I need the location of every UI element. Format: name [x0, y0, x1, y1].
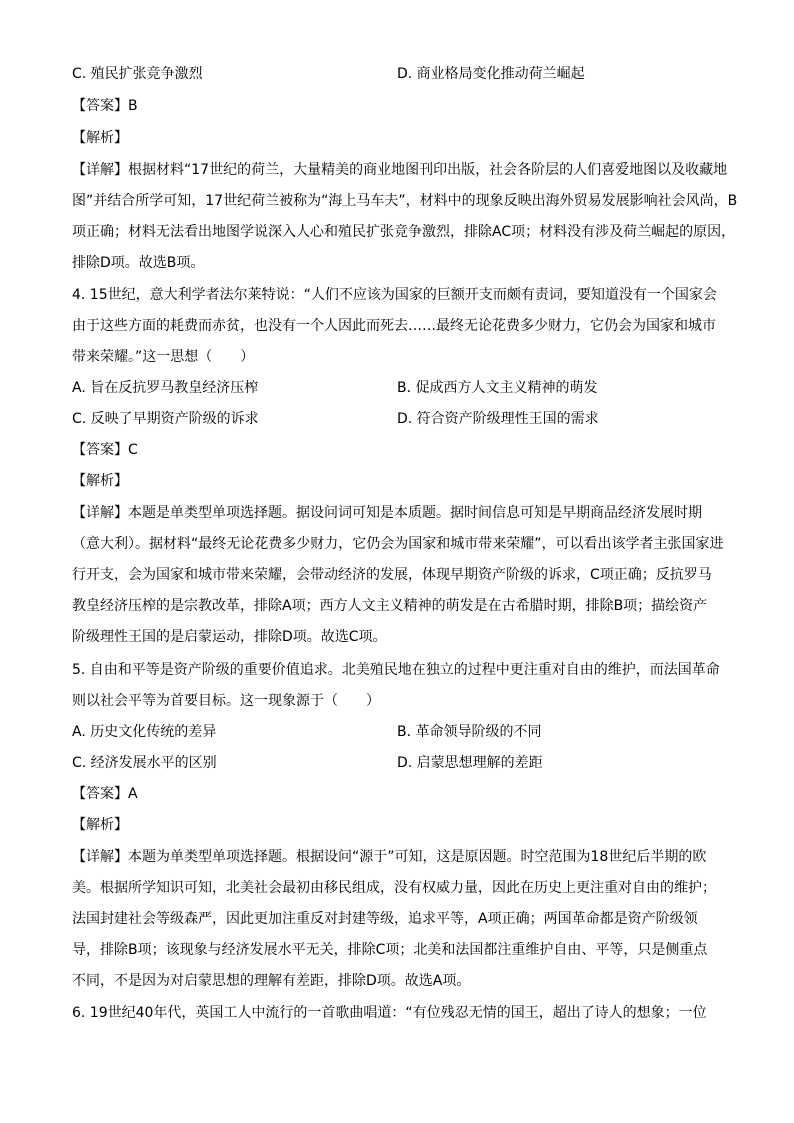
prev-analysis-label: 【解析】	[72, 130, 128, 146]
q4-detail-line: 阶级理性王国的是启蒙运动，排除D项。故选C项。	[72, 629, 387, 645]
q5-detail-line: 美。根据所学知识可知，北美社会最初由移民组成，没有权威力量，因此在历史上更注重对自由的维护；	[72, 880, 716, 896]
q4-analysis-label: 【解析】	[72, 473, 128, 489]
q4-stem-line: 由于这些方面的耗费而赤贫，也没有一个人因此而死去……最终无论花费多少财力，它仍会为国家和城市	[72, 318, 716, 334]
q4-stem-line: 4. 15世纪，意大利学者法尔莱特说：“人们不应该为国家的巨额开支而颇有责词，要知道没有一个国家会	[72, 287, 717, 303]
q5-option-b: B. 革命领导阶级的不同	[397, 724, 542, 740]
q4-option-c: C. 反映了早期资产阶级的诉求	[72, 411, 259, 427]
q5-option-a: A. 历史文化传统的差异	[72, 724, 217, 740]
q5-detail-line: 导，排除B项；该现象与经济发展水平无关，排除C项；北美和法国都注重维护自由、平等，只是侧重点	[72, 942, 708, 958]
prev-detail-line: 排除D项。故选B项。	[72, 255, 205, 271]
q5-detail-line: 【详解】本题为单类型单项选择题。根据设问“源于”可知，这是原因题。时空范围为18世纪后半期的欧	[72, 849, 707, 865]
q5-detail-line: 法国封建社会等级森严，因此更加注重反对封建等级，追求平等，A项正确；两国革命都是资产阶级领	[72, 911, 698, 927]
q5-detail-line: 不同，不是因为对启蒙思想的理解有差距，排除D项。故选A项。	[72, 973, 471, 989]
q4-option-a: A. 旨在反抗罗马教皇经济压榨	[72, 380, 259, 396]
q5-option-c: C. 经济发展水平的区别	[72, 755, 217, 771]
prev-option-d: D. 商业格局变化推动荷兰崛起	[397, 66, 585, 82]
q5-stem-line: 则以社会平等为首要目标。这一现象源于（ ）	[72, 693, 380, 709]
q4-answer: 【答案】C	[72, 442, 138, 458]
prev-detail	[72, 160, 738, 284]
q5-stem	[72, 660, 732, 722]
q6-stem	[72, 1003, 732, 1034]
q5-stem-line: 5. 自由和平等是资产阶级的重要价值追求。北美殖民地在独立的过程中更注重对自由的维护，而法国革命	[72, 662, 720, 678]
q5-option-d: D. 启蒙思想理解的差距	[397, 755, 543, 771]
q4-detail-line: （意大利）。据材料“最终无论花费多少财力，它仍会为国家和城市带来荣耀”，可以看出该学者主张国家进	[72, 536, 724, 552]
q4-option-d: D. 符合资产阶级理性王国的需求	[397, 411, 599, 427]
q5-detail	[72, 847, 732, 1002]
q4-stem	[72, 285, 732, 378]
prev-detail-line: 项正确；材料无法看出地图学说深入人心和殖民扩张竞争激烈，排除AC项；材料没有涉及荷兰崛起的原因，	[72, 224, 736, 240]
q4-option-b: B. 促成西方人文主义精神的萌发	[397, 380, 598, 396]
q4-detail-line: 行开支，会为国家和城市带来荣耀，会带动经济的发展，体现早期资产阶级的诉求，C项正确；反抗罗马	[72, 567, 712, 583]
q4-detail-line: 【详解】本题是单类型单项选择题。据设问词可知是本质题。据时间信息可知是早期商品经济发展时期	[72, 505, 702, 521]
q5-answer: 【答案】A	[72, 786, 138, 802]
prev-answer: 【答案】B	[72, 98, 138, 114]
prev-option-c: C. 殖民扩张竞争激烈	[72, 66, 203, 82]
q4-stem-line: 带来荣耀。”这一思想（ ）	[72, 349, 255, 365]
q6-stem-line: 6. 19世纪40年代，英国工人中流行的一首歌曲唱道：“有位残忍无情的国王，超出了诗人的想象；一位	[72, 1005, 707, 1021]
q4-detail-line: 教皇经济压榨的是宗教改革，排除A项；西方人文主义精神的萌发是在古希腊时期，排除B项；描绘资产	[72, 598, 708, 614]
q4-detail	[72, 503, 732, 658]
q5-analysis-label: 【解析】	[72, 817, 128, 833]
prev-detail-line: 图”并结合所学可知，17世纪荷兰被称为“海上马车夫”，材料中的现象反映出海外贸易发展影响社会风尚，B	[72, 193, 738, 209]
prev-detail-line: 【详解】根据材料“17世纪的荷兰，大量精美的商业地图刊印出版，社会各阶层的人们喜爱地图以及收藏地	[72, 162, 728, 178]
